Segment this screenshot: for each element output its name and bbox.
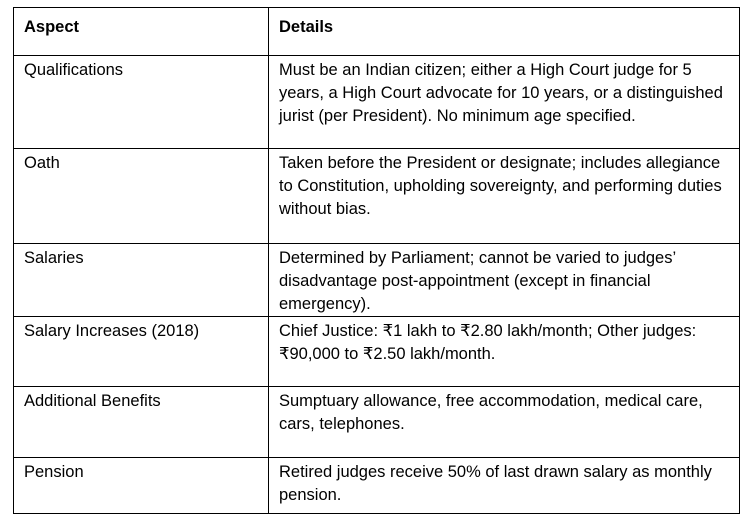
judges-terms-table xyxy=(13,7,740,514)
details-cell: Chief Justice: ₹1 lakh to ₹2.80 lakh/month; Other judges: ₹90,000 to ₹2.50 lakh/month. xyxy=(269,317,740,387)
details-cell: Sumptuary allowance, free accommodation, medical care, cars, telephones. xyxy=(269,387,740,458)
details-cell: Retired judges receive 50% of last drawn salary as monthly pension. xyxy=(269,458,740,514)
header-details: Details xyxy=(269,8,740,56)
table-row xyxy=(14,56,740,149)
table-row xyxy=(14,387,740,458)
aspect-cell: Oath xyxy=(14,149,269,244)
aspect-cell: Additional Benefits xyxy=(14,387,269,458)
table-row xyxy=(14,149,740,244)
details-cell: Taken before the President or designate; includes allegiance to Constitution, upholding sovereignty, and performing duties without bias. xyxy=(269,149,740,244)
details-cell: Determined by Parliament; cannot be varied to judges’ disadvantage post-appointment (except in financial emergency). xyxy=(269,244,740,317)
aspect-cell: Salary Increases (2018) xyxy=(14,317,269,387)
aspect-cell: Salaries xyxy=(14,244,269,317)
details-cell: Must be an Indian citizen; either a High Court judge for 5 years, a High Court advocate for 10 years, or a distinguished jurist (per President). No minimum age specified. xyxy=(269,56,740,149)
table-row xyxy=(14,458,740,514)
header-aspect: Aspect xyxy=(14,8,269,56)
table-row xyxy=(14,317,740,387)
aspect-cell: Qualifications xyxy=(14,56,269,149)
table-header-row xyxy=(14,8,740,56)
aspect-cell: Pension xyxy=(14,458,269,514)
table-row xyxy=(14,244,740,317)
